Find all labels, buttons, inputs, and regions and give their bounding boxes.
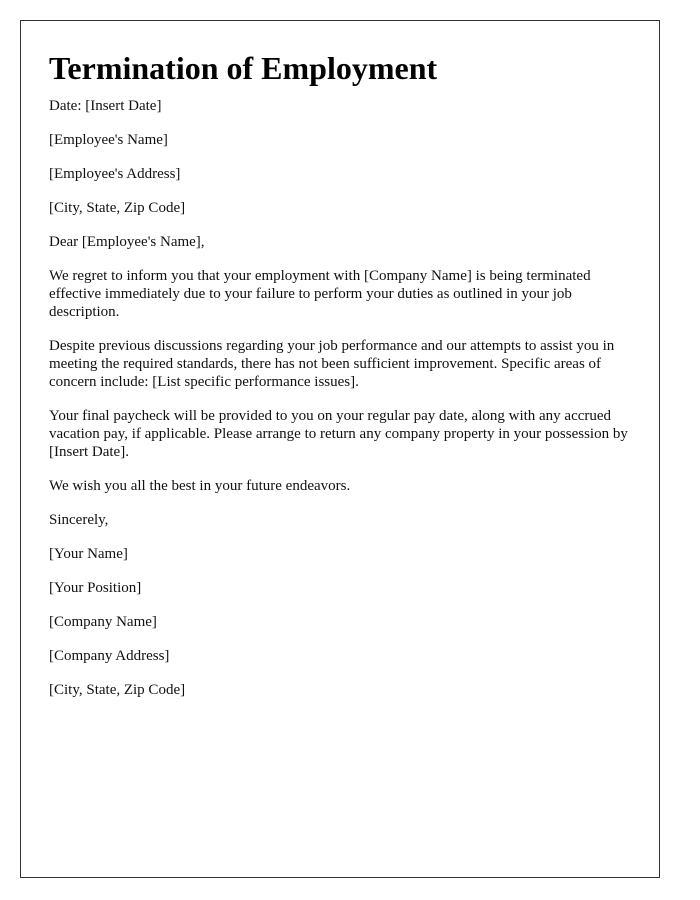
employee-city-state-zip: [City, State, Zip Code] <box>49 200 186 216</box>
signature-position: [Your Position] <box>49 580 142 596</box>
closing: Sincerely, <box>49 512 109 528</box>
signature-company: [Company Name] <box>49 614 157 630</box>
salutation: Dear [Employee's Name], <box>49 234 205 250</box>
body-paragraph-termination: We regret to inform you that your employment with [Company Name] is being terminated effective immediately due to your failure to perform your duties as outlined in your job description. <box>49 268 591 320</box>
letter-title: Termination of Employment <box>49 50 438 86</box>
employee-address: [Employee's Address] <box>49 166 181 182</box>
signature-company-address: [Company Address] <box>49 648 170 664</box>
signature-city-state-zip: [City, State, Zip Code] <box>49 682 186 698</box>
body-paragraph-performance: Despite previous discussions regarding your job performance and our attempts to assist you in meeting the required standards, there has not been sufficient improvement. Specific areas of concern include: [List specific performance issues]. <box>49 338 615 390</box>
body-paragraph-paycheck: Your final paycheck will be provided to you on your regular pay date, along with any accrued vacation pay, if applicable. Please arrange to return any company property in your possession by [Insert Date]. <box>49 408 628 460</box>
employee-name: [Employee's Name] <box>49 132 168 148</box>
letter-page <box>20 20 660 878</box>
signature-name: [Your Name] <box>49 546 128 562</box>
date-line: Date: [Insert Date] <box>49 98 162 114</box>
body-paragraph-wishes: We wish you all the best in your future endeavors. <box>49 478 351 494</box>
